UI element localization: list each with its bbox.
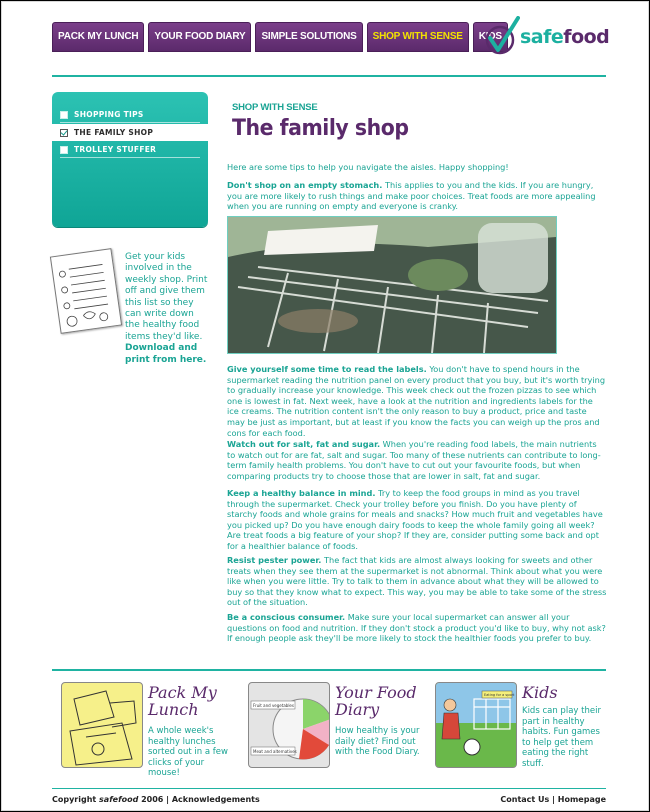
promo-description: A whole week's healthy lunches sorted out in a few clicks of your mouse! bbox=[148, 726, 228, 779]
nav-pack-my-lunch[interactable]: PACK MY LUNCH bbox=[52, 22, 144, 52]
acknowledgements-link[interactable]: 2006 | Acknowledgements bbox=[138, 795, 260, 804]
sidebar-nav bbox=[52, 92, 208, 227]
page-title: The family shop bbox=[232, 116, 409, 141]
sidebar-item-trolley-stuffer[interactable] bbox=[60, 145, 156, 154]
tip-empty-stomach bbox=[227, 180, 607, 212]
sidebar-item-label: TROLLEY STUFFER bbox=[74, 145, 157, 154]
sidebar-divider bbox=[60, 157, 200, 158]
sidebar-item-label: SHOPPING TIPS bbox=[74, 110, 144, 119]
checklist-drawing-icon bbox=[51, 249, 121, 333]
tip-read-labels bbox=[227, 364, 607, 438]
tip-body: When you're reading food labels, the main nutrients to watch out for are fat, salt and sugar. Too many of these nutrients can contribute to long-term family health problems. You don't have to cut out your favourite foods, but when comparing products try to choose those that are lower in salt, fat and sugar. bbox=[227, 439, 601, 481]
trolley-photo-illustration bbox=[228, 217, 556, 353]
sidebar-item-the-family-shop[interactable] bbox=[52, 124, 208, 141]
nav-simple-solutions[interactable]: SIMPLE SOLUTIONS bbox=[255, 22, 362, 52]
kids-thumbnail bbox=[435, 682, 517, 768]
tip-heading: Give yourself some time to read the labels. bbox=[227, 364, 427, 374]
footer-copyright bbox=[52, 795, 260, 804]
tip-body: Make sure your local supermarket can answer all your questions on food and nutrition. If they don't stock a product you'd like to buy, why not ask? If enough people ask they'll be more likely to stock the healthier foods you prefer to buy. bbox=[227, 612, 606, 644]
nav-kids[interactable]: KIDS bbox=[473, 22, 508, 52]
food-diary-thumbnail bbox=[248, 682, 330, 768]
sidebar-item-shopping-tips[interactable] bbox=[60, 110, 144, 119]
checklist-promo bbox=[125, 252, 209, 366]
logo-wordmark: safefood bbox=[520, 26, 610, 48]
copyright-text: Copyright bbox=[52, 795, 100, 804]
meat-label: Meat and alternatives bbox=[253, 749, 297, 754]
kids-game-icon bbox=[436, 683, 516, 767]
thumb-caption: Eating for a sport bbox=[484, 693, 515, 697]
promo-title: Kids bbox=[522, 683, 558, 702]
footer-links[interactable]: Contact Us | Homepage bbox=[500, 795, 606, 804]
promo-title: Your Food Diary bbox=[335, 683, 417, 719]
tip-conscious-consumer bbox=[227, 612, 607, 644]
shopping-trolley-photo bbox=[227, 216, 557, 354]
tip-heading: Resist pester power. bbox=[227, 555, 322, 565]
sidebar-divider bbox=[60, 122, 200, 123]
lunchbox-icon bbox=[62, 683, 142, 767]
fruit-veg-label: Fruit and vegetables bbox=[253, 703, 294, 708]
checklist-promo-text: Get your kids involved in the weekly shop. Print off and give them this list so they can write down the healthy food items they'd like. bbox=[125, 252, 208, 342]
header-divider bbox=[52, 75, 606, 77]
top-nav bbox=[52, 22, 508, 52]
tip-body: You don't have to spend hours in the supermarket reading the nutrition panel on every product that you buy, but it's worth trying to gradually increase your knowledge. This week check out the frozen pizzas to see which one is lowest in fat. Next week, have a look at the nutrition and ingredients labels for the ice creams. The nutrition content isn't the only reason to buy a product, price and taste may be just as important, but at least if you know the facts you can weigh up the pros and cons for each food. bbox=[227, 364, 606, 438]
nav-your-food-diary[interactable]: YOUR FOOD DIARY bbox=[148, 22, 251, 52]
promo-description: How healthy is your daily diet? Find out with the Food Diary. bbox=[335, 726, 420, 758]
tip-heading: Keep a healthy balance in mind. bbox=[227, 488, 376, 498]
tip-heading: Don't shop on an empty stomach. bbox=[227, 180, 383, 190]
promo-description: Kids can play their part in healthy habits. Fun games to help get them eating the right stuff. bbox=[522, 706, 601, 769]
download-link[interactable]: Download and print from here. bbox=[125, 343, 207, 365]
promo-title: Pack My Lunch bbox=[148, 683, 217, 719]
bullet-icon bbox=[60, 146, 68, 154]
tip-salt-fat-sugar bbox=[227, 439, 607, 481]
tip-heading: Be a conscious consumer. bbox=[227, 612, 346, 622]
section-label: SHOP WITH SENSE bbox=[232, 102, 318, 113]
tip-body: Try to keep the food groups in mind as you travel through the supermarket. Check your trolley before you finish. Do you have plenty of starchy foods and whole grains for meals and snacks? How much fruit and vegetables have you picked up? Do you have enough dairy foods to keep the whole family going all week? Are treat foods a big feature of your shop? If they are, consider putting some back and opt for a healthier balance of foods. bbox=[227, 488, 603, 551]
food-pyramid-chart-icon bbox=[249, 683, 329, 767]
footer-rule bbox=[52, 788, 606, 789]
checkbox-icon bbox=[60, 129, 68, 137]
tip-pester-power bbox=[227, 555, 607, 608]
lunchbox-thumbnail bbox=[61, 682, 143, 768]
bullet-icon bbox=[60, 111, 68, 119]
logo-check-icon bbox=[484, 16, 520, 56]
intro-text: Here are some tips to help you navigate the aisles. Happy shopping! bbox=[227, 162, 509, 172]
tip-body: This applies to you and the kids. If you are hungry, you are more likely to rush things and make poor choices. Treat foods are more appealing when you are running on empty and everyone is cranky. bbox=[227, 180, 596, 212]
nav-shop-with-sense[interactable]: SHOP WITH SENSE bbox=[367, 22, 469, 52]
copyright-brand: safefood bbox=[99, 795, 139, 804]
shopping-checklist-image[interactable] bbox=[50, 248, 122, 334]
tip-heading: Watch out for salt, fat and sugar. bbox=[227, 439, 381, 449]
tip-body: The fact that kids are almost always looking for sweets and other treats when they see them at the supermarket is not abnormal. Think about what you were like when you were little. Try to talk to them in advance about what they will be allowed to buy so that they know what to expect. This way, you may be able to take some of the stress out of the situation. bbox=[227, 555, 607, 608]
tip-healthy-balance bbox=[227, 488, 607, 552]
sidebar-item-label: THE FAMILY SHOP bbox=[74, 128, 154, 137]
safefood-logo[interactable] bbox=[484, 16, 610, 56]
footer-divider bbox=[52, 669, 606, 671]
